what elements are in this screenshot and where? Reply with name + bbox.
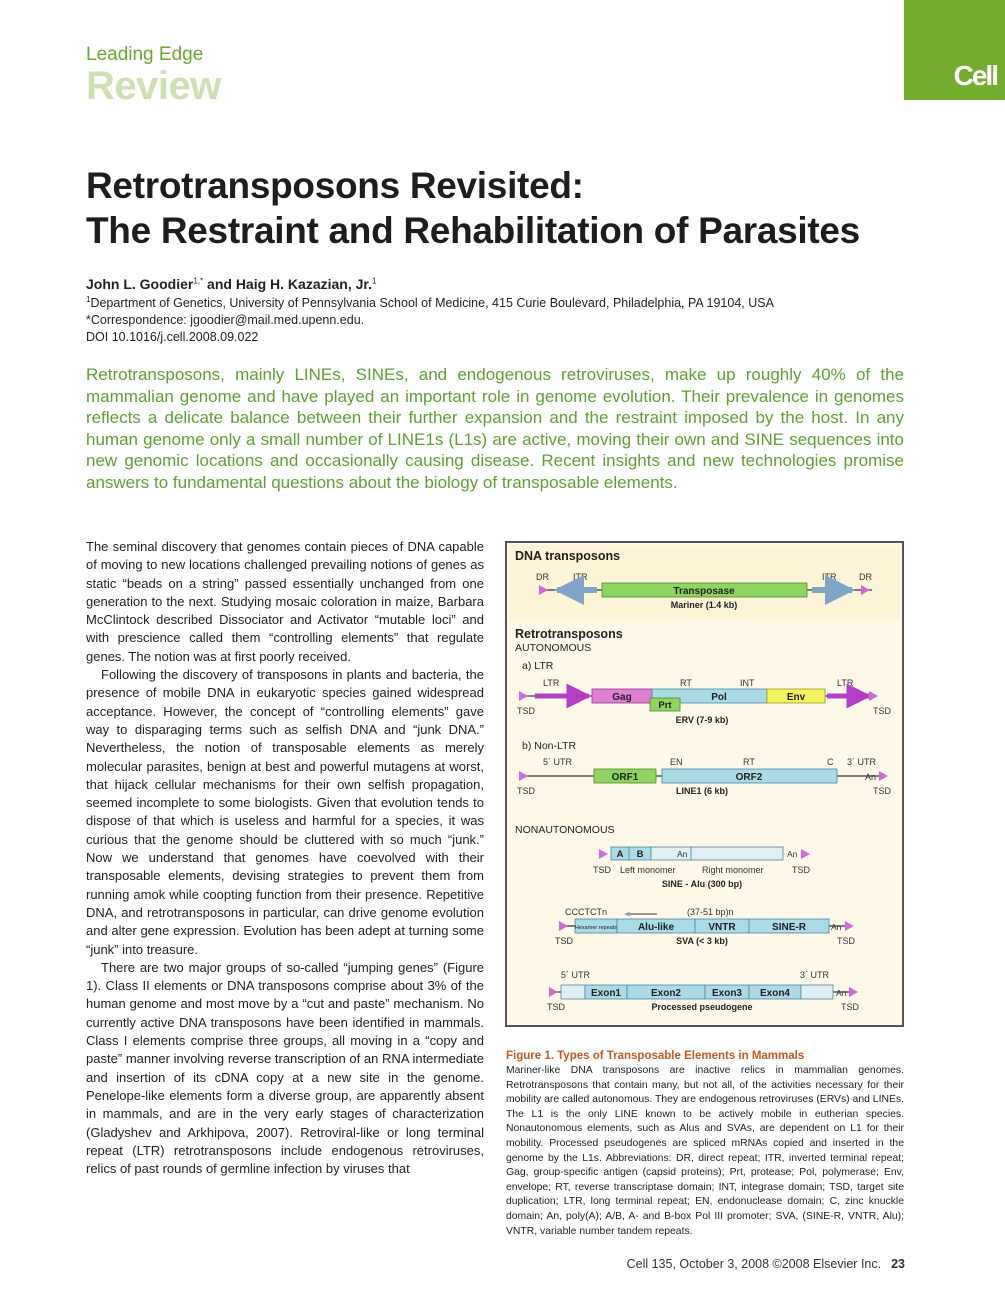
int-label: INT xyxy=(740,678,755,688)
exon1-label: Exon1 xyxy=(590,988,622,999)
doi: DOI 10.1016/j.cell.2008.09.022 xyxy=(86,330,259,344)
footer xyxy=(560,1257,905,1271)
body-paragraph-2: Following the discovery of transposons in plants and bacteria, the presence of mobile DNA in eukaryotic species gained widespread acceptance. However, the concept of “controlling elements” gave way to disparaging terms such as selfish DNA and “junk DNA.” Nevertheless, the notion of transposable elements as merely molecular parasites, benign at best and powerful mutagens at worst, that hijack cellular mechanisms for their own selfish propagation, seemed incomplete to some biologists. Given that evolution tends to dispose of that which is useless and harmful for a species, it was curious that the genome should be cluttered with so much “junk.” Now we understand that genomes have coevolved with their transposable elements, devising strategies to prevent them from running amok while coopting function from their presence. Repetitive DNA, and retrotransposons in particular, can drive genome evolution and alter gene expression. Evolution has been adept at turning some “junk” into treasure. xyxy=(86,667,484,957)
utr3-label: 3´ UTR xyxy=(847,757,876,767)
dna-heading: DNA transposons xyxy=(515,549,621,563)
an-label-sva: An xyxy=(831,922,842,932)
tsd-label-erv-right: TSD xyxy=(873,706,891,716)
c-label: C xyxy=(827,757,834,767)
rt-label-line: RT xyxy=(743,757,755,767)
a-box-label: A xyxy=(616,849,624,860)
right-monomer-label: Right monomer xyxy=(702,865,764,875)
figure-diagram xyxy=(507,543,902,1025)
b-box-label: B xyxy=(636,849,644,860)
an-label-pseudo: An xyxy=(836,988,847,998)
dr-label-left: DR xyxy=(536,572,549,582)
rt-label-erv: RT xyxy=(680,678,692,688)
tsd-label-pseudo-left: TSD xyxy=(547,1002,565,1012)
utr3-label-pseudogene: 3´ UTR xyxy=(800,970,829,980)
footer-citation: Cell 135, October 3, 2008 ©2008 Elsevier Inc. xyxy=(626,1257,882,1271)
journal-logo: Cell xyxy=(953,60,997,91)
ccctct-label: CCCTCTn xyxy=(565,907,607,917)
pol-label: Pol xyxy=(711,692,727,703)
line1-label: LINE1 (6 kb) xyxy=(675,786,729,796)
abstract: Retrotransposons, mainly LINEs, SINEs, and endogenous retroviruses, make up roughly 40% of the mammalian genome and have played an important role in genome evolution. Their prevalence in genomes reflects a delicate balance between their further expansion and the restraint imposed by the host. In any human genome only a small number of LINE1s (L1s) are active, moving their own and SINE sequences into new genomic locations and occasionally causing disease. Recent insights and new technologies promise answers to fundamental questions about the biology of transposable elements. xyxy=(86,365,904,492)
article-title xyxy=(86,163,966,253)
body-paragraph-3: There are two major groups of so-called “jumping genes” (Figure 1). Class II elements or DNA transposons comprise about 3% of the human genome and most move by a “cut and paste” mechanism. No currently active DNA transposons have been identified in mammals. Class I elements comprise three groups, all moving in a “copy and paste” manner involving reverse transcription of an RNA intermediate and insertion of its cDNA copy at a new site in the genome. Penelope-like elements form a diverse group, are apparently absent in mammals, and are in the very early stages of characterization (Gladyshev and Arkhipova, 2007). Retroviral-like or long terminal repeat (LTR) retrotransposons include endogenous retroviruses, relics of past rounds of germline infection by viruses that xyxy=(86,959,484,1177)
ltr-label-left: LTR xyxy=(543,678,560,688)
body-paragraph-1: The seminal discovery that genomes contain pieces of DNA capable of moving to new locations challenged prevailing notions of genes as static “beads on a string” passed essentially unchanged from one generation to the next. Studying mosaic coloration in maize, Barbara McClintock described Dissociator and Activator “mutable loci” and with prescience called them “controlling elements” that regulate genes. The notion was at first poorly received. xyxy=(86,539,484,664)
exon2-label: Exon2 xyxy=(650,988,682,999)
author-line xyxy=(86,276,376,292)
exon4-label: Exon4 xyxy=(759,988,791,999)
erv-label: ERV (7-9 kb) xyxy=(675,715,729,725)
tsd-marker-erv-left xyxy=(519,691,528,701)
tsd-label-erv-left: TSD xyxy=(517,706,535,716)
utr5-box xyxy=(561,985,585,999)
autonomous-label: AUTONOMOUS xyxy=(515,642,592,654)
pseudogene-label: Processed pseudogene xyxy=(651,1002,753,1012)
right-monomer-box xyxy=(691,847,783,860)
utr3-box xyxy=(801,985,833,999)
an-label-sine-end: An xyxy=(787,849,798,859)
title-line-1: Retrotransposons Revisited: xyxy=(86,165,584,206)
author-1-sup: 1,* xyxy=(193,276,204,286)
affiliation xyxy=(86,295,774,310)
ltr-heading: a) LTR xyxy=(522,660,554,672)
tsd-marker-sva-left xyxy=(559,921,568,931)
utr5-label: 5´ UTR xyxy=(543,757,572,767)
env-label: Env xyxy=(786,692,806,703)
author-1: John L. Goodier xyxy=(86,276,194,292)
figure-1 xyxy=(505,541,904,1027)
sva-label: SVA (< 3 kb) xyxy=(676,936,728,946)
tsd-marker-sine-left xyxy=(599,849,608,859)
itr-label-right: ITR xyxy=(822,572,837,582)
left-monomer-label: Left monomer xyxy=(620,865,676,875)
journal-tab xyxy=(904,0,1005,100)
tsd-marker-line-right xyxy=(879,771,888,781)
siner-label: SINE-R xyxy=(772,922,806,933)
prt-label: Prt xyxy=(658,700,672,711)
transposase-label: Transposase xyxy=(673,586,735,597)
tsd-marker-pseudo-left xyxy=(549,987,558,997)
gag-label: Gag xyxy=(612,692,632,703)
tsd-marker-line-left xyxy=(519,771,528,781)
tsd-label-sva-left: TSD xyxy=(555,936,573,946)
retro-heading: Retrotransposons xyxy=(515,627,623,641)
author-2-sup: 1 xyxy=(371,276,377,286)
exon3-label: Exon3 xyxy=(711,988,743,999)
tsd-marker-sva-right xyxy=(845,921,854,931)
utr5-label-pseudogene: 5´ UTR xyxy=(561,970,590,980)
orf1-label: ORF1 xyxy=(611,772,639,783)
nonltr-heading: b) Non-LTR xyxy=(522,740,577,752)
sine-label: SINE - Alu (300 bp) xyxy=(661,879,743,889)
section-heading: Review xyxy=(86,64,221,108)
figure-title: Figure 1. Types of Transposable Elements in Mammals xyxy=(506,1050,805,1062)
affiliation-text: Department of Genetics, University of Pennsylvania School of Medicine, 415 Curie Boulevard, Philadelphia, PA 19104, USA xyxy=(90,296,774,311)
itr-label-left: ITR xyxy=(573,572,588,582)
hexamer-label: Hexamer repeats xyxy=(574,925,618,931)
ltr-label-right: LTR xyxy=(837,678,854,688)
orf2-label: ORF2 xyxy=(735,772,763,783)
tsd-label-line-right: TSD xyxy=(873,786,891,796)
tsd-label-sine-right: TSD xyxy=(792,865,810,875)
body-column xyxy=(86,538,484,1178)
tsd-label-sine-left: TSD xyxy=(593,865,611,875)
page-number: 23 xyxy=(891,1257,905,1271)
tsd-marker-erv-right xyxy=(869,691,878,701)
alu-like-label: Alu-like xyxy=(637,922,675,933)
tsd-label-pseudo-right: TSD xyxy=(841,1002,859,1012)
nonautonomous-label: NONAUTONOMOUS xyxy=(515,824,615,836)
section-label: Leading Edge xyxy=(86,44,204,65)
tsd-label-line-left: TSD xyxy=(517,786,535,796)
an-label-line: An xyxy=(865,772,877,782)
tsd-marker-sine-right xyxy=(801,849,810,859)
figure-caption: Mariner-like DNA transposons are inactive relics in mammalian genomes. Retrotransposons that contain many, but not all, of the activities necessary for their mobility are called autonomous. They are endogenous retroviruses (ERVs) and LINEs. The L1 is the only LINE known to be actively mobile in eutherian species. Nonautonomous elements, such as Alus and SVAs, are dependent on L1 for their mobility. Processed pseudogenes are spliced mRNAs copied and inserted in the genome by the L1s. Abbreviations: DR, direct repeat; ITR, inverted terminal repeat; Gag, group-specific antigen (capsid proteins); Prt, protease; Pol, polymerase; Env, envelope; RT, reverse transcriptase domain; INT, integrase domain; TSD, target site duplication; LTR, long terminal repeat; EN, endonuclease domain; C, zinc knuckle domain; An, poly(A); A/B, A- and B-box Pol III promoter; SVA, (SINE-R, VNTR, Alu); VNTR, variable number tandem repeats. xyxy=(506,1065,904,1237)
author-separator: and xyxy=(203,276,236,292)
mariner-label: Mariner (1.4 kb) xyxy=(670,600,738,610)
vntr-label: VNTR xyxy=(708,922,736,933)
an-label-sine-mid: An xyxy=(677,849,688,859)
tsd-marker-pseudo-right xyxy=(849,987,858,997)
en-label: EN xyxy=(670,757,683,767)
repeat-count-label: (37-51 bp)n xyxy=(687,907,734,917)
author-2: Haig H. Kazazian, Jr. xyxy=(235,276,372,292)
correspondence: *Correspondence: jgoodier@mail.med.upenn.edu. xyxy=(86,313,365,327)
affiliation-sup: 1 xyxy=(86,295,91,304)
title-line-2: The Restraint and Rehabilitation of Parasites xyxy=(86,210,860,251)
dr-label-right: DR xyxy=(859,572,872,582)
tsd-label-sva-right: TSD xyxy=(837,936,855,946)
